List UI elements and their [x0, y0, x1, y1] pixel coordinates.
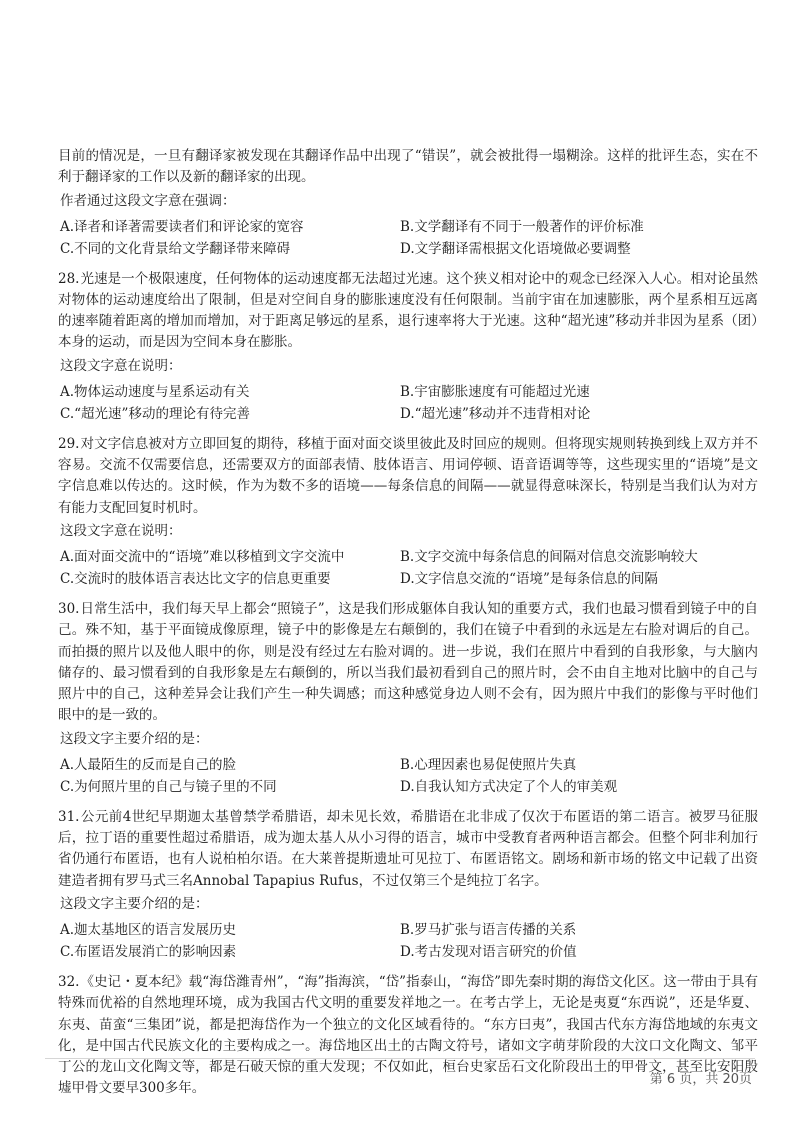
option-c: C.不同的文化背景给文学翻译带来障碍 — [60, 240, 291, 257]
question-passage: 目前的情况是，一旦有翻译家被发现在其翻译作品中出现了“错误”，就会被批得一塌糊涂。这样的批评生态，实在不利于翻译家的工作以及新的翻译家的出现。 — [58, 148, 758, 186]
option-a: A.译者和译著需要读者们和评论家的宽容 — [60, 218, 304, 235]
question-number: 29. — [58, 435, 80, 452]
answer-options — [60, 920, 758, 962]
option-d: D.自我认知方式决定了个人的审美观 — [400, 778, 618, 795]
option-d: D.文学翻译需根据文化语境做必要调整 — [400, 240, 631, 257]
question-passage — [58, 269, 758, 354]
option-c: C.“超光速”移动的理论有待完善 — [60, 405, 250, 422]
answer-options — [60, 217, 758, 259]
question-passage — [58, 434, 758, 519]
option-b: B.心理因素也易促使照片失真 — [400, 756, 577, 773]
question-prompt: 这段文字主要介绍的是： — [60, 730, 209, 747]
question-passage — [58, 599, 758, 727]
option-b: B.文字交流中每条信息的间隔对信息交流影响较大 — [400, 548, 698, 565]
question-27-continuation — [58, 146, 758, 259]
question-passage — [58, 807, 758, 892]
question-number: 31. — [58, 808, 80, 825]
option-b: B.宇宙膨胀速度有可能超过光速 — [400, 383, 590, 400]
answer-options — [60, 382, 758, 424]
question-29 — [58, 434, 758, 589]
question-number: 32. — [58, 973, 80, 990]
option-d: D.考古发现对语言研究的价值 — [400, 943, 577, 960]
option-c: C.为何照片里的自己与镜子里的不同 — [60, 778, 277, 795]
question-prompt: 这段文字主要介绍的是： — [60, 895, 209, 912]
option-b: B.罗马扩张与语言传播的关系 — [400, 921, 577, 938]
question-prompt: 作者通过这段文字意在强调： — [60, 192, 236, 209]
question-number: 30. — [58, 600, 80, 617]
answer-options — [60, 755, 758, 797]
footer-divider — [45, 1058, 755, 1059]
passage-text: 对文字信息被对方立即回复的期待，移植于面对面交谈里彼此及时回应的规则。但将现实规则转换到线上双方并不容易。交流不仅需要信息，还需要双方的面部表情、肢体语言、用词停顿、语音语调等等，这些现实里的“语境”是文字信息难以传达的。这时候，作为为数不多的语境——每条信息的间隔——就显得意味深长，特别是当我们认为对方有能力支配回复时机时。 — [58, 435, 758, 516]
option-c: C.布匿语发展消亡的影响因素 — [60, 943, 237, 960]
option-d: D.“超光速”移动并不违背相对论 — [400, 405, 591, 422]
option-a: A.物体运动速度与星系运动有关 — [60, 383, 250, 400]
passage-text: 日常生活中，我们每天早上都会“照镜子”，这是我们形成躯体自我认知的重要方式，我们也最习惯看到镜子中的自己。殊不知，基于平面镜成像原理，镜子中的影像是左右颠倒的，我们在镜子中看到的永远是左右脸对调后的自己。而拍摄的照片以及他人眼中的你，则是没有经过左右脸对调的。进一步说，我们在照片中看到的自我形象，与大脑内储存的、最习惯看到的自我形象是左右颠倒的，所以当我们最初看到自己的照片时，会不由自主地对比脑中的自己与照片中的自己，这种差异会让我们产生一种失调感；而这种感觉身边人则不会有，因为照片中我们的影像与平时他们眼中的是一致的。 — [58, 600, 758, 724]
option-a: A.迦太基地区的语言发展历史 — [60, 921, 237, 938]
question-31 — [58, 807, 758, 962]
question-28 — [58, 269, 758, 424]
page-content — [58, 146, 758, 1100]
question-prompt: 这段文字意在说明： — [60, 357, 182, 374]
passage-text: 光速是一个极限速度，任何物体的运动速度都无法超过光速。这个狭义相对论中的观念已经深入人心。相对论虽然对物体的运动速度给出了限制，但是对空间自身的膨胀速度没有任何限制。当前宇宙在加速膨胀，两个星系相互远离的速率随着距离的增加而增加，对于距离足够远的星系，退行速率将大于光速。这种“超光速”移动并非因为星系（团）本身的运动，而是因为空间本身在膨胀。 — [58, 270, 758, 351]
option-a: A.面对面交流中的“语境”难以移植到文字交流中 — [60, 548, 345, 565]
question-prompt: 这段文字意在说明： — [60, 522, 182, 539]
option-c: C.交流时的肢体语言表达比文字的信息更重要 — [60, 570, 331, 587]
passage-text: 《史记・夏本纪》载“海岱潍青州”，“海”指海滨，“岱”指泰山，“海岱”即先秦时期的海岱文化区。这一带由于具有特殊而优裕的自然地理环境，成为我国古代文明的重要发祥地之一。在考古学上，无论是夷夏“东西说”，还是华夏、东夷、苗蛮“三集团”说，都是把海岱作为一个独立的文化区域看待的。“东方曰夷”，我国古代东方海岱地域的东夷文化，是中国古代民族文化的主要构成之一。海岱地区出土的古陶文符号，诸如文字萌芽阶段的大汶口文化陶文、邹平丁公的龙山文化陶文等，都是石破天惊的重大发现；不仅如此，桓台史家岳石文化阶段出土的甲骨文，甚至比安阳殷墟甲骨文要早300多年。 — [58, 973, 758, 1097]
answer-options — [60, 547, 758, 589]
question-number: 28. — [58, 270, 80, 287]
passage-text: 公元前4世纪早期迦太基曾禁学希腊语，却未见长效，希腊语在北非成了仅次于布匿语的第二语言。被罗马征服后，拉丁语的重要性超过希腊语，成为迦太基人从小习得的语言，城市中受教育者两种语言都会。但整个阿非利加行省仍通行布匿语，也有人说柏柏尔语。在大莱普提斯遗址可见拉丁、布匿语铭文。剧场和新市场的铭文中记载了出资建造者拥有罗马式三名Annobal Tapapius Rufus，不过仅第三个是纯拉丁名字。 — [58, 808, 758, 889]
option-a: A.人最陌生的反而是自己的脸 — [60, 756, 237, 773]
option-d: D.文字信息交流的“语境”是每条信息的间隔 — [400, 570, 658, 587]
question-30 — [58, 599, 758, 797]
page-number: 第 6 页，共 20页 — [649, 1072, 752, 1087]
option-b: B.文学翻译有不同于一般著作的评价标准 — [400, 218, 644, 235]
